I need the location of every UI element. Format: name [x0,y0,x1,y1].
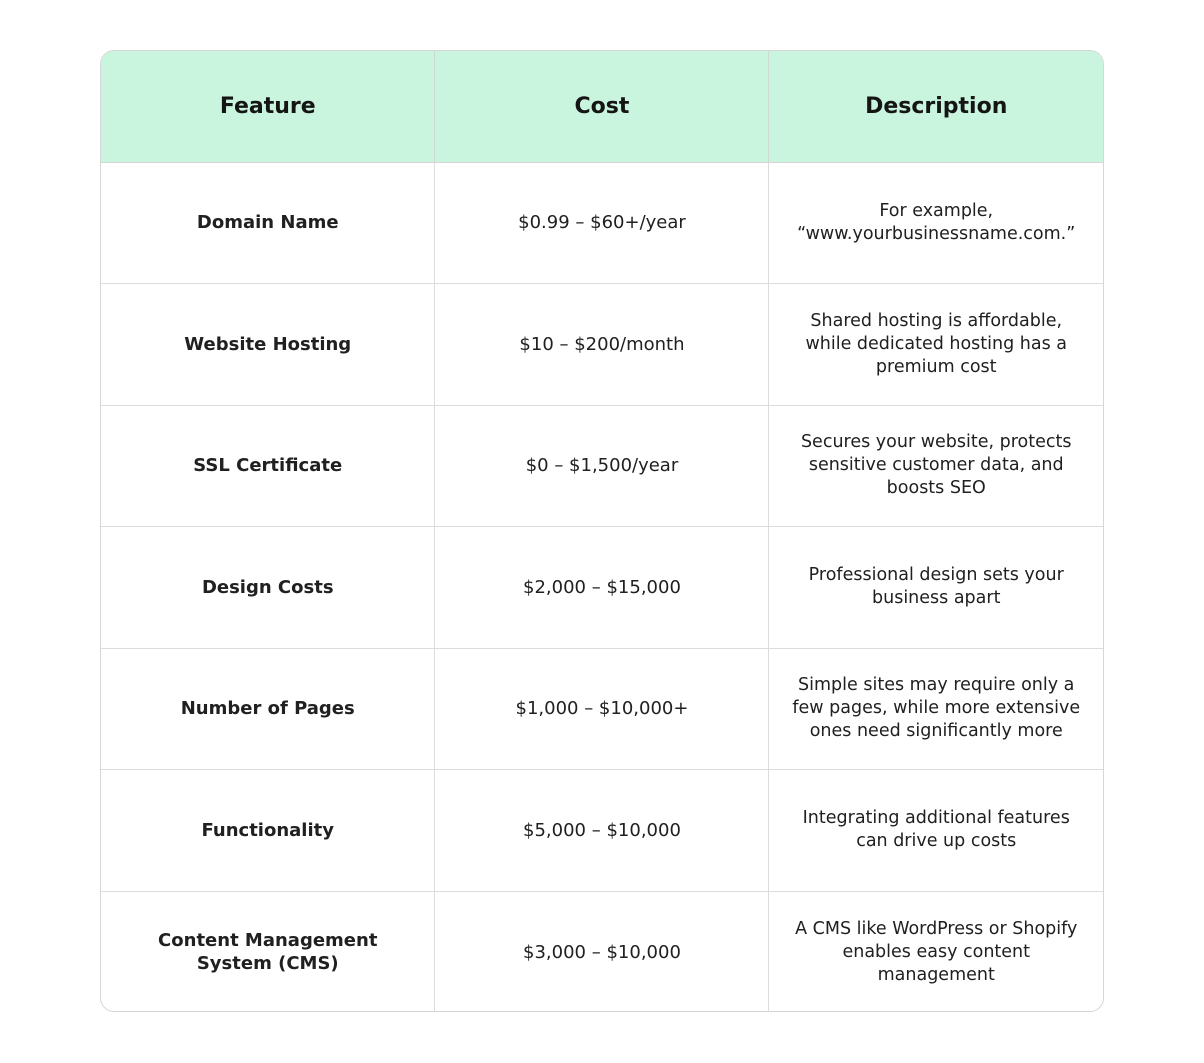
header-row [101,51,1103,162]
cost-cell: $3,000 – $10,000 [435,891,769,1012]
header-cost: Cost [435,51,769,162]
header-description: Description [769,51,1103,162]
pricing-table-container [100,50,1104,1012]
cost-cell: $0 – $1,500/year [435,405,769,527]
feature-cell: Number of Pages [101,648,435,770]
table-row [101,162,1103,284]
cost-cell: $1,000 – $10,000+ [435,648,769,770]
table-row [101,527,1103,649]
description-cell: Professional design sets your business apart [769,527,1103,649]
header-feature: Feature [101,51,435,162]
table-row [101,284,1103,406]
description-cell: Secures your website, protects sensitive customer data, and boosts SEO [769,405,1103,527]
feature-cell: Functionality [101,770,435,892]
feature-cell: SSL Certificate [101,405,435,527]
description-cell: Integrating additional features can drive up costs [769,770,1103,892]
description-cell: Shared hosting is affordable, while dedicated hosting has a premium cost [769,284,1103,406]
table-header [101,51,1103,162]
table-row [101,648,1103,770]
feature-cell: Website Hosting [101,284,435,406]
table-row [101,770,1103,892]
feature-cell: Design Costs [101,527,435,649]
cost-cell: $0.99 – $60+/year [435,162,769,284]
cost-cell: $2,000 – $15,000 [435,527,769,649]
description-cell: For example, “www.yourbusinessname.com.” [769,162,1103,284]
description-cell: Simple sites may require only a few pages, while more extensive ones need significantly more [769,648,1103,770]
table-body [101,162,1103,1012]
pricing-table [101,51,1103,1012]
feature-cell: Domain Name [101,162,435,284]
description-cell: A CMS like WordPress or Shopify enables easy content management [795,918,1078,985]
feature-cell: Content Management System (CMS) [101,891,435,1012]
table-row [101,891,1103,1012]
cost-cell: $10 – $200/month [435,284,769,406]
cost-cell: $5,000 – $10,000 [435,770,769,892]
table-row [101,405,1103,527]
